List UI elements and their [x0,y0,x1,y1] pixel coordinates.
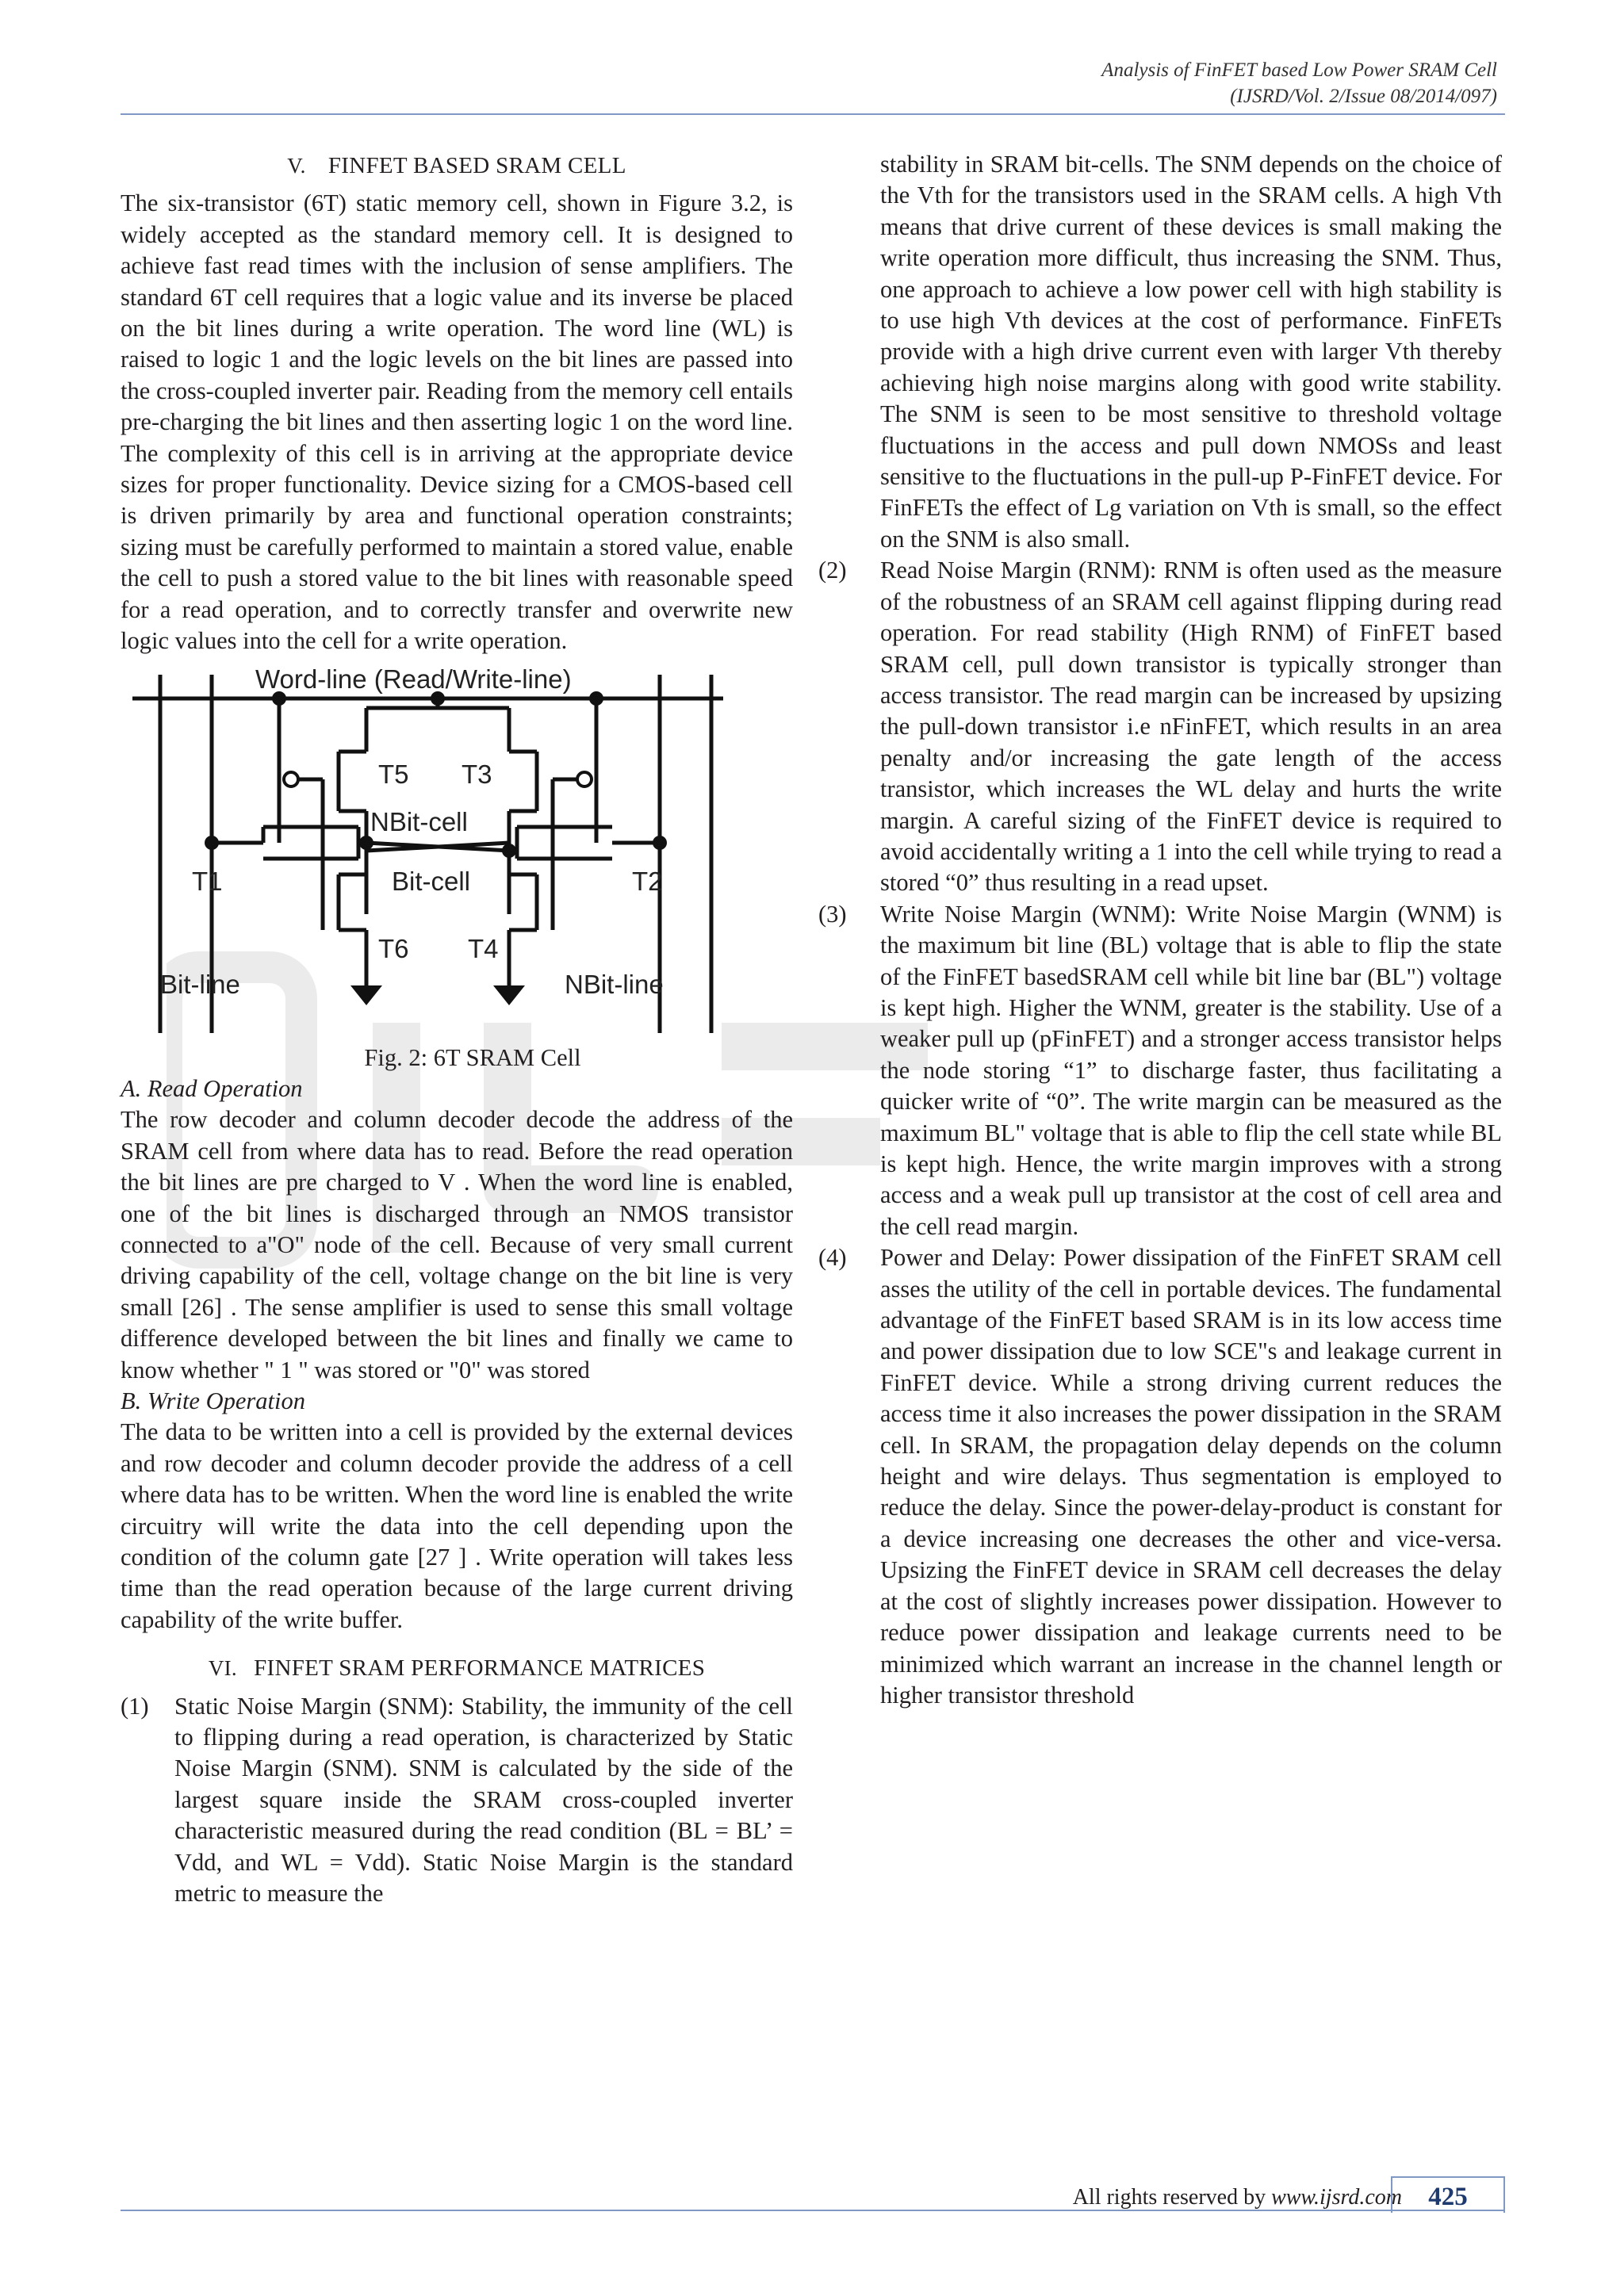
t6-label: T6 [378,933,409,963]
footer-site-link[interactable]: www.ijsrd.com [1271,2185,1402,2210]
t5-label: T5 [378,759,409,789]
figure-caption: Fig. 2: 6T SRAM Cell [364,1043,581,1071]
write-operation-heading: B. Write Operation [121,1387,305,1414]
left-column [121,151,793,1909]
item-number: (4) [818,1244,847,1272]
list-item [818,555,1502,898]
t2-label: T2 [632,866,663,896]
header-citation: (IJSRD/Vol. 2/Issue 08/2014/097) [1230,86,1497,107]
nbitline-label: NBit-line [565,969,664,999]
item-number: (1) [121,1692,149,1720]
section5-intro: The six-transistor (6T) static memory cell, shown in Figure 3.2, is widely accepted as the standard memory cell. It is designed to achieve fast read times with the inclusion of sense amplifiers. The standard 6T cell requires that a logic value and its inverse be placed on the bit lines during a write operation. The word line (WL) is raised to logic 1 and the logic levels on the bit lines are passed into the cross-coupled inverter pair. Reading from the memory cell entails pre-charging the bit lines and then asserting logic 1 on the word line. The complexity of this cell is in arriving at the appropriate device sizes for proper functionality. Device sizing for a CMOS-based cell is driven primarily by area and functional operation constraints; sizing must be carefully performed to maintain a stored value, enable the cell to push a stored value to the bit lines with reasonable speed for a read operation, and to correctly transfer and overwrite new logic values into the cell for a write operation. [121,189,793,655]
item-text: Power and Delay: Power dissipation of the FinFET SRAM cell asses the utility of the cell in portable devices. The fundamental advantage of the FinFET based SRAM is in its low access time and power dissipation due to low SCE"s and leakage current in FinFET device. While a strong driving current reduces the access time it also increases the power dissipation in the SRAM cell. In SRAM, the propagation delay depends on the column height and wire delays. Thus segmentation is employed to reduce the delay. Since the power-delay-product is constant for a device increasing one decreases the other and vice-versa. Upsizing the FinFET device in SRAM cell decreases the delay at the cost of slightly increases power dissipation. However to reduce power dissipation and leakage currents need to be minimized which warrant an increase in the channel length or higher transistor threshold [880,1244,1502,1709]
footer-rights: All rights reserved by [1072,2185,1266,2210]
item-number: (3) [818,900,847,928]
page-number: 425 [1391,2176,1505,2213]
sram-schematic [121,660,739,1033]
sram-figure [121,660,739,1049]
item-number: (2) [818,557,847,584]
list-item [818,899,1502,1242]
bitline-label: Bit-line [160,969,240,999]
header-title: Analysis of FinFET based Low Power SRAM Cell [1101,59,1497,81]
t4-label: T4 [468,933,499,963]
read-operation-heading: A. Read Operation [121,1074,303,1102]
read-operation-text: The row decoder and column decoder decode the address of the SRAM cell from where data has to read. Before the read operation the bit lines are pre charged to V . When the word line is enabled, one of the bit lines is discharged through an NMOS transistor connected to a"O" node of the cell. Because of very small current driving capability of the cell, voltage change on the bit line is very small [26] . The sense amplifier is used to sense this small voltage difference developed between the bit lines and finally we came to know whether " 1 " was stored or "0" was stored [121,1106,793,1383]
metric-list-continued [818,555,1502,1711]
footer [1073,2185,1402,2210]
section-heading-5 [121,151,793,182]
list-item [121,1691,793,1910]
section-number: VI. [208,1656,237,1681]
section-heading-6 [121,1653,793,1684]
item-text: Write Noise Margin (WNM): Write Noise Margin (WNM) is the maximum bit line (BL) voltage that is able to flip the state of the FinFET basedSRAM cell while bit line bar (BL") voltage is kept high. Higher the WNM, greater is the stability. Use of a weaker pull up (pFinFET) and a stronger access transistor helps the node storing “1” to discharge faster, thus facilitating a quicker write of “0”. The write margin can be measured as the maximum BL" voltage that is able to flip the cell state while BL is kept high. Hence, the write margin improves with a strong access and a weak pull up transistor at the cost of cell area and the cell read margin. [880,900,1502,1240]
section-title: FINFET SRAM PERFORMANCE MATRICES [254,1655,706,1682]
nbitcell-label: NBit-cell [370,806,468,836]
write-operation-text: The data to be written into a cell is provided by the external devices and row decoder and column decoder provide the address of a cell where data has to be written. When the word line is enabled the write circuitry will write the data into the cell depending upon the condition of the column gate [27 ] . Write operation will takes less time than the read operation because of the large current driving capability of the write buffer. [121,1418,793,1633]
running-header [1101,57,1497,109]
item-text: Static Noise Margin (SNM): Stability, the immunity of the cell to flipping during a read operation, is characterized by Static Noise Margin (SNM). SNM is calculated by the side of the largest square inside the SRAM cross-coupled inverter characteristic measured during the read condition (BL = BL’ = Vdd, and WL = Vdd). Static Noise Margin is the standard metric to measure the [174,1692,793,1908]
metric-list [121,1691,793,1910]
wordline-label: Word-line (Read/Write-line) [255,664,572,694]
snm-continuation: stability in SRAM bit-cells. The SNM depends on the choice of the Vth for the transistors used in the SRAM cells. A high Vth means that drive current of these devices is small making the write operation more difficult, thus increasing the SNM. Thus, one approach to achieve a low power cell with high stability is to use high Vth devices at the cost of performance. FinFETs provide with a high drive current even with larger Vth thereby achieving high noise margins along with good write stability. The SNM is seen to be most sensitive to threshold voltage fluctuations in the access and pull down NMOSs and least sensitive to the fluctuations in the pull-up P-FinFET device. For FinFETs the effect of Lg variation on Vth is small, so the effect on the SNM is also small. [880,151,1502,553]
list-item [818,1242,1502,1711]
t3-label: T3 [462,759,492,789]
bitcell-label: Bit-cell [392,866,471,896]
right-column [818,149,1502,1711]
t1-label: T1 [192,866,223,896]
section-title: FINFET BASED SRAM CELL [327,153,626,178]
section-number: V. [287,154,306,178]
item-text: Read Noise Margin (RNM): RNM is often used as the measure of the robustness of an SRAM cell against flipping during read operation. For read stability (High RNM) of FinFET based SRAM cell, pull down transistor is typically stronger than access transistor. The read margin can be increased by upsizing the pull-down transistor i.e nFinFET, which results in an area penalty and/or increasing the gate length of the access transistor, which increases the WL delay and hurts the write margin. A careful sizing of the FinFET device is required to avoid accidentally writing a 1 into the cell while trying to read a stored “0” thus resulting in a read upset. [880,557,1502,897]
header-divider [121,113,1505,115]
